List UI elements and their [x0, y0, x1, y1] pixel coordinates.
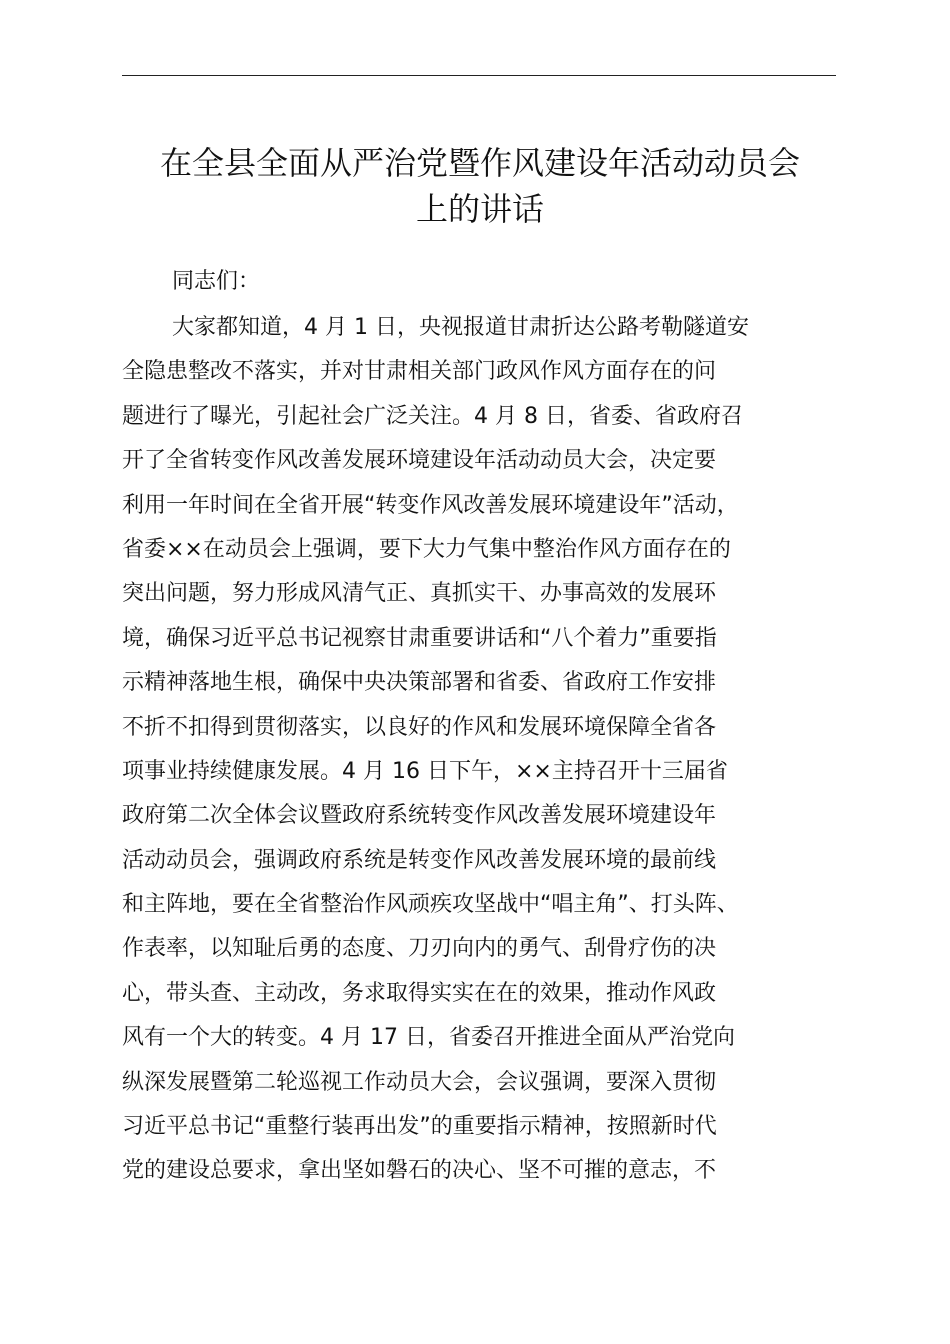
salutation: 同志们：	[172, 269, 261, 294]
body-line: 和主阵地，要在全省整治作风顽疾攻坚战中“唱主角”、打头阵、	[122, 892, 739, 918]
body-line: 作表率，以知耻后勇的态度、刀刃向内的勇气、刮骨疗伤的决	[122, 936, 717, 962]
body-line: 党的建设总要求，拿出坚如磐石的决心、坚不可摧的意志，不	[122, 1158, 717, 1184]
body-line: 风有一个大的转变。4 月 17 日，省委召开推进全面从严治党向	[122, 1025, 735, 1051]
body-line: 政府第二次全体会议暨政府系统转变作风改善发展环境建设年	[122, 803, 717, 829]
body-line: 题进行了曝光，引起社会广泛关注。4 月 8 日，省委、省政府召	[122, 403, 743, 429]
document-title	[100, 140, 860, 232]
body-line: 纵深发展暨第二轮巡视工作动员大会，会议强调，要深入贯彻	[122, 1069, 717, 1095]
body-line: 全隐患整改不落实，并对甘肃相关部门政风作风方面存在的问	[122, 359, 717, 385]
header-rule	[122, 75, 836, 76]
body-line: 示精神落地生根，确保中央决策部署和省委、省政府工作安排	[122, 670, 717, 696]
body-line: 省委××在动员会上强调，要下大力气集中整治作风方面存在的	[122, 536, 731, 562]
body-line: 心，带头查、主动改，务求取得实实在在的效果，推动作风政	[122, 980, 717, 1006]
body-paragraph	[122, 306, 872, 1194]
body-line: 大家都知道，4 月 1 日，央视报道甘肃折达公路考勒隧道安	[172, 315, 749, 340]
body-line: 项事业持续健康发展。4 月 16 日下午，××主持召开十三届省	[122, 758, 728, 784]
body-line: 突出问题，努力形成风清气正、真抓实干、办事高效的发展环	[122, 581, 717, 607]
body-line: 习近平总书记“重整行装再出发”的重要指示精神，按照新时代	[122, 1114, 717, 1140]
body-line: 不折不扣得到贯彻落实，以良好的作风和发展环境保障全省各	[122, 714, 717, 740]
title-line: 在全县全面从严治党暨作风建设年活动动员会	[159, 144, 800, 182]
body-line: 活动动员会，强调政府系统是转变作风改善发展环境的最前线	[122, 847, 717, 873]
title-line: 上的讲话	[415, 190, 544, 228]
body-line: 境，确保习近平总书记视察甘肃重要讲话和“八个着力”重要指	[122, 625, 717, 651]
body-line: 利用一年时间在全省开展“转变作风改善发展环境建设年”活动，	[122, 492, 739, 518]
body-line: 开了全省转变作风改善发展环境建设年活动动员大会，决定要	[122, 448, 717, 474]
